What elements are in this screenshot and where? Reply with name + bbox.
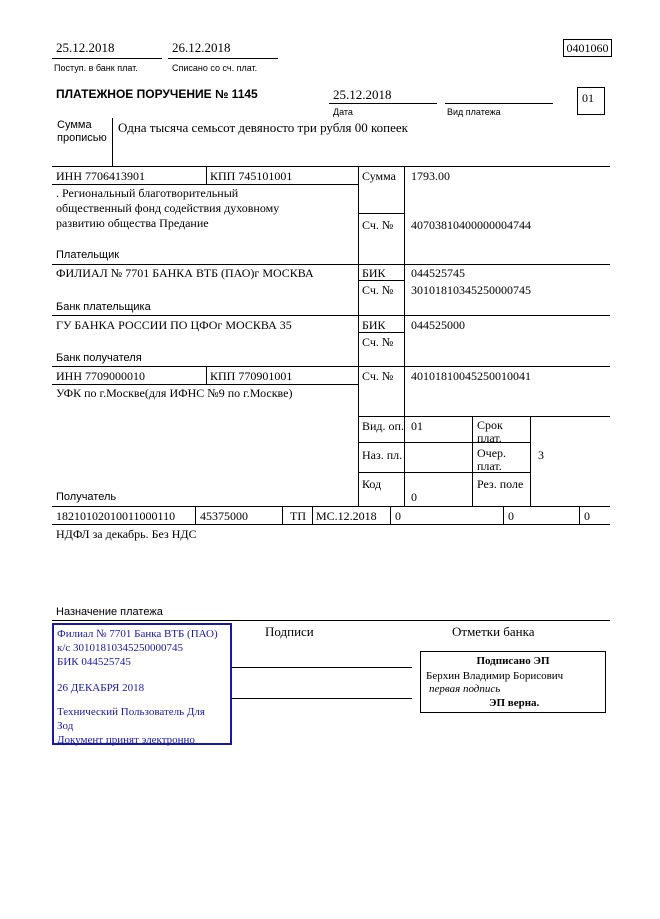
- bank-stamp-lines: Филиал № 7701 Банка ВТБ (ПАО) к/с 30101810345250000745 БИК 044525745: [57, 628, 218, 668]
- payer-account: 40703810400000004744: [411, 218, 531, 232]
- tax-kbk: 18210102010011000110: [56, 509, 176, 523]
- op-type-value: 01: [411, 419, 423, 433]
- grid-vline-472: [472, 416, 473, 506]
- amount-value: 1793.00: [411, 169, 450, 183]
- received-label: Поступ. в банк плат.: [54, 63, 138, 73]
- grid-vline-inn-kpp-top: [206, 166, 207, 184]
- bank-stamp: [52, 623, 232, 745]
- debited-date-line: [168, 58, 278, 59]
- priority-label: Очер. плат.: [477, 446, 507, 473]
- payee-name: УФК по г.Москве(для ИФНС №9 по г.Москве): [56, 386, 293, 400]
- payee-corr-label: Сч. №: [362, 335, 394, 349]
- tax-oktmo: 45375000: [200, 509, 248, 523]
- date-label: Дата: [333, 107, 353, 117]
- purpose-text: НДФЛ за декабрь. Без НДС: [56, 527, 197, 541]
- grid-line-442: [358, 442, 530, 443]
- payer-bank-label: Банк плательщика: [56, 301, 151, 313]
- order-date-line: [329, 103, 437, 104]
- grid-line-315: [52, 315, 610, 316]
- tax-vline-3: [312, 506, 313, 524]
- bank-stamp-date: 26 ДЕКАБРЯ 2018: [57, 682, 145, 694]
- payer-corr-label: Сч. №: [362, 283, 394, 297]
- tax-period: МС.12.2018: [316, 509, 377, 523]
- amount-words-label: Сумма прописью: [57, 119, 107, 144]
- purpose-underline: [52, 620, 610, 621]
- payer-label: Плательщик: [56, 249, 120, 261]
- purpose-code-label: Наз. пл.: [362, 448, 403, 462]
- priority-value: 3: [538, 448, 544, 462]
- payee-account: 40101810045250010041: [411, 369, 531, 383]
- bank-marks-label: Отметки банка: [452, 624, 535, 639]
- payee-bik-label: БИК: [362, 318, 386, 332]
- received-date-line: [52, 58, 162, 59]
- reserve-label: Рез. поле: [477, 477, 524, 491]
- order-date: 25.12.2018: [333, 87, 392, 102]
- signature-line-2: [232, 698, 412, 699]
- payer-name: . Региональный благотворительный общественный фонд содействия духовному развитию общества Предание: [56, 186, 280, 230]
- payer-kpp: КПП 745101001: [210, 169, 293, 183]
- signature-line-1: [232, 667, 412, 668]
- debited-date: 26.12.2018: [172, 40, 231, 55]
- payee-account-label: Сч. №: [362, 369, 394, 383]
- payee-bik: 044525000: [411, 318, 465, 332]
- amount-words-value: Одна тысяча семьсот девяносто три рубля 00 копеек: [118, 120, 408, 135]
- tax-basis: ТП: [290, 509, 306, 523]
- e-signature-title: Подписано ЭП: [476, 655, 550, 667]
- grid-vline-inn-kpp-bottom: [206, 366, 207, 384]
- e-signature-status: ЭП верна.: [489, 697, 540, 709]
- payee-bank-label: Банк получателя: [56, 352, 142, 364]
- grid-vline-358: [358, 166, 359, 506]
- payee-inn: ИНН 7709000010: [56, 369, 145, 383]
- document-title: ПЛАТЕЖНОЕ ПОРУЧЕНИЕ № 1145: [56, 87, 258, 101]
- deadline-label: Срок плат.: [477, 418, 503, 445]
- form-code-box: [563, 39, 612, 57]
- code-label: Код: [362, 477, 382, 491]
- form-code: 0401060: [566, 41, 609, 55]
- payer-bik: 044525745: [411, 266, 465, 280]
- tax-doc-date: 0: [508, 509, 514, 523]
- status-code-box: [577, 87, 605, 115]
- status-code: 01: [582, 91, 594, 105]
- payment-type-label: Вид платежа: [447, 107, 501, 117]
- grid-line-166: [52, 166, 610, 167]
- payee-kpp: КПП 770901001: [210, 369, 293, 383]
- tax-payment-type: 0: [584, 509, 590, 523]
- grid-line-524: [52, 524, 610, 525]
- grid-line-184-left: [52, 184, 358, 185]
- e-signature-role: первая подпись: [429, 683, 501, 695]
- payee-label: Получатель: [56, 491, 117, 503]
- e-signature-name: Берхин Владимир Борисович: [426, 670, 564, 682]
- received-date: 25.12.2018: [56, 40, 115, 55]
- payer-inn: ИНН 7706413901: [56, 169, 145, 183]
- tax-vline-5: [503, 506, 504, 524]
- tax-vline-2: [282, 506, 283, 524]
- signatures-label: Подписи: [265, 624, 314, 639]
- op-type-label: Вид. оп.: [362, 419, 404, 433]
- payment-type-line: [445, 103, 553, 104]
- payer-bank-name: ФИЛИАЛ № 7701 БАНКА ВТБ (ПАО)г МОСКВА: [56, 266, 314, 280]
- purpose-label: Назначение платежа: [56, 606, 163, 618]
- grid-line-264: [52, 264, 610, 265]
- payer-bik-label: БИК: [362, 266, 386, 280]
- amount-words-divider: [112, 118, 113, 166]
- grid-line-366: [52, 366, 610, 367]
- grid-line-384-left: [52, 384, 358, 385]
- grid-vline-404: [404, 166, 405, 506]
- tax-doc-number: 0: [395, 509, 401, 523]
- tax-vline-6: [579, 506, 580, 524]
- bank-stamp-user: Технический Пользователь Для Зод Документ принят электронно: [57, 706, 205, 746]
- debited-label: Списано со сч. плат.: [172, 63, 258, 73]
- amount-label: Сумма: [362, 169, 396, 183]
- tax-vline-4: [390, 506, 391, 524]
- grid-line-506: [52, 506, 610, 507]
- tax-vline-1: [195, 506, 196, 524]
- payee-bank-name: ГУ БАНКА РОССИИ ПО ЦФОг МОСКВА 35: [56, 318, 292, 332]
- grid-vline-530: [530, 416, 531, 506]
- e-signature-box: [420, 651, 606, 713]
- grid-line-416: [358, 416, 610, 417]
- grid-line-213: [358, 213, 404, 214]
- code-value: 0: [411, 490, 417, 504]
- payer-account-label: Сч. №: [362, 218, 394, 232]
- payer-corr-account: 30101810345250000745: [411, 283, 531, 297]
